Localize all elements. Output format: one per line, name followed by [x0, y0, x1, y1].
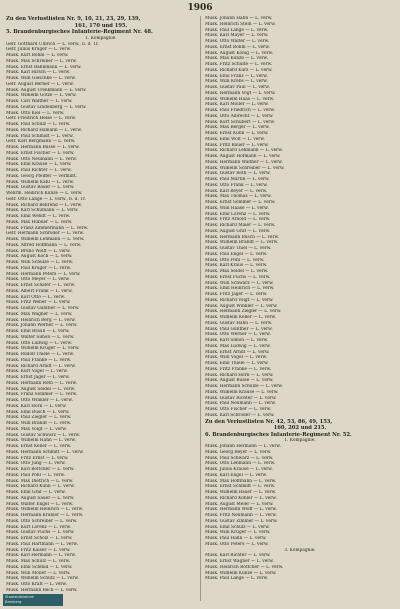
- list-entry: Musk. Paul Ziegler — L. verw.: [6, 415, 72, 421]
- list-entry: Musk. Willi Gieschke — L. verw.: [6, 76, 76, 82]
- stamp-line-1: Staatsbibliothek: [5, 595, 35, 599]
- list-entry: Musk. August Meier — L. verw.: [205, 501, 274, 507]
- list-entry: Musk. Ernst Schmidt — L. verw.: [205, 484, 276, 490]
- list-entry: Musk. Gustav Günther — L. verw.: [6, 306, 80, 312]
- list-entry: Musk. Karl Simon — L. verw.: [205, 338, 269, 343]
- list-entry: Musk. Hermann Schulze — L. verw.: [205, 384, 283, 389]
- list-entry: Musk. Wilhelm Heinrich — L. verw.: [6, 507, 84, 513]
- list-entry: Musk. Hermann Walther — L. verw.: [205, 159, 283, 165]
- list-entry: Musk. Paul Hahn — L. verw.: [205, 536, 267, 542]
- list-entry: Musk. Richard Arndt — L. verw.: [6, 363, 76, 369]
- list-entry: Musk. Walter Simon — L. verw.: [6, 334, 75, 340]
- list-entry: Musk. Otto Lehmann — L. verw.: [205, 461, 276, 467]
- list-entry: Musk. Richard Behrend — L. verw.: [6, 202, 82, 208]
- list-entry: Musk. Paul Hartmann — L. verw.: [6, 541, 78, 547]
- list-entry: Musk. Wilhelm Haas — L. verw.: [205, 96, 275, 102]
- list-entry: Musk. Max Berger — L. verw.: [205, 125, 270, 131]
- section-heading: Zu den Verlustlisten Nr. 42, 53, 86, 49, 153,: [205, 418, 333, 425]
- list-entry: Gefr. Julius Krüger — L. verw.: [6, 47, 72, 53]
- list-entry: Musk. Paul Neumann — L. verw.: [205, 401, 276, 407]
- list-entry: Musk. Hermann Wolff — L. verw.: [205, 507, 277, 513]
- section-heading: 5. Brandenburgisches Infanterie-Regiment Nr. 48.: [6, 29, 153, 36]
- list-entry: Musk. August Sauer — L. verw.: [6, 495, 75, 501]
- list-entry: Musk. Otto Neumann — L. verw.: [6, 156, 78, 162]
- list-entry: Musk. Wilhelm Kunze — L. verw.: [205, 570, 277, 576]
- list-entry: Musk. Karl Schröder — L. verw.: [205, 412, 275, 418]
- list-entry: Musk. Otto Werner — L. verw.: [205, 332, 271, 338]
- list-entry: Musk. Emil Braun — L. verw.: [6, 329, 70, 335]
- list-entry: Musk. Richard Hamann — L. verw.: [6, 127, 82, 133]
- list-entry: Musk. August Seidel — L. verw.: [6, 386, 76, 392]
- list-entry: Musk. August Graf — L. verw.: [205, 228, 271, 234]
- list-entry: Musk. Ernst Schäfer — L. verw.: [6, 283, 76, 289]
- list-entry: Musk. Fritz Schulte — L. verw.: [205, 62, 273, 67]
- list-entry: Musk. Karl Otto — L. verw.: [6, 294, 66, 300]
- list-entry: Musk. Ernst Keller — L. verw.: [6, 444, 72, 450]
- list-entry: Musk. Carl Walther — L. verw.: [6, 99, 73, 105]
- list-entry: Musk. Paul Günther — L. verw.: [205, 326, 273, 332]
- list-entry: Musk. Willi Krebs — L. verw.: [205, 79, 268, 85]
- list-entry: Musk. Paul Pohl — L. verw.: [6, 472, 66, 478]
- list-entry: Musk. Richard Kurz — L. verw.: [205, 67, 273, 73]
- list-entry: Gefr. Friedrich Heise — L. verw.: [6, 116, 77, 122]
- list-entry: Musk. Ernst Bahnmann — L. verw.: [6, 64, 82, 70]
- list-entry: Musk. Richard Köhler — L. verw.: [205, 495, 277, 501]
- list-entry: Musk. Karl Hirsch — L. verw.: [6, 70, 70, 76]
- list-entry: Musk. Otto Walter — L. verw.: [205, 39, 270, 44]
- list-entry: Musk. Walter Engel — L. verw.: [6, 501, 74, 507]
- list-entry: Musk. Wilhelm Krüger — L. verw.: [6, 346, 80, 352]
- list-entry: Musk. Karl Schumann — L. verw.: [6, 208, 79, 214]
- list-entry: Musk. Willi Möller — L. verw.: [6, 570, 71, 576]
- list-entry: Musk. Paul Schmidt — L. verw.: [6, 133, 74, 139]
- list-entry: Musk. Emil Wolf — L. verw.: [205, 136, 265, 142]
- list-entry: Musk. Wilhelm Hahn — L. verw.: [6, 438, 76, 444]
- list-entry: Musk. Hermann Beck — L. verw.: [6, 587, 78, 593]
- list-entry: Musk. Emil Wendt — L. verw.: [6, 214, 71, 220]
- list-entry: Musk. Karl Mayer — L. verw.: [205, 33, 269, 39]
- list-entry: Musk. Kurt Lorenz — L. verw.: [6, 524, 71, 530]
- list-entry: Musk. Julius Krause — L. verw.: [205, 467, 273, 473]
- list-entry: Musk. August Trenkmann — L. verw.: [6, 87, 87, 93]
- list-entry: Musk. Otto Winkler — L. verw.: [6, 398, 73, 404]
- list-entry: Musk. Alfred Hoffmann — L. verw.: [6, 242, 82, 248]
- list-entry: Musk. August Koch — L. verw.: [6, 254, 73, 260]
- list-entry: Musk. Albert Frank — L. verw.: [6, 288, 73, 294]
- list-entry: Musk. Wilhelm Keller — L. verw.: [205, 315, 277, 320]
- list-entry: Musk. Wilhelm Schütz — L. verw.: [6, 576, 79, 582]
- list-entry: 1. Kompagnie.: [284, 438, 316, 444]
- list-entry: Musk. Gustav Lindenberg — L. verw.: [6, 104, 87, 110]
- section-heading: Zu den Verlustlisten Nr. 9, 10, 21, 23, 29, 139,: [6, 16, 141, 22]
- list-entry: Musk. August Hofmann — L. verw.: [205, 154, 281, 159]
- list-entry: Musk. Otto Jung — L. verw.: [6, 461, 66, 467]
- list-entry: Musk. Ernst Wagner — L. verw.: [205, 559, 274, 565]
- list-entry: Musk. Paul Friedrich — L. verw.: [205, 108, 275, 113]
- list-entry: Musk. Karl Kraus — L. verw.: [205, 263, 268, 269]
- section-heading: 161, 170 und 195.: [74, 22, 128, 29]
- list-entry: Musk. Gustav Bauer — L. verw.: [6, 185, 75, 191]
- list-entry: Musk. Emil Lorenz — L. verw.: [205, 211, 271, 217]
- list-entry: Musk. Otto Kiel — L. verw.: [6, 110, 65, 116]
- list-entry: Musk. Emil Thiele — L. verw.: [205, 361, 269, 366]
- list-entry: Wehrm. Heinrich Kunze — L. verw.: [6, 191, 83, 197]
- list-entry: Musk. Emil Schmid — L. verw.: [6, 564, 73, 570]
- list-entry: Musk. Paul Engel — L. verw.: [205, 251, 268, 257]
- list-entry: Musk. Otto Ludwig — L. verw.: [6, 340, 72, 346]
- list-entry: Musk. August Winkler — L. verw.: [205, 303, 278, 309]
- list-entry: Musk. Hermann Busch — L. verw.: [205, 234, 280, 240]
- list-entry: Musk. Richard Lehmann — L. verw.: [205, 148, 283, 154]
- list-entry: Musk. Max Dietrich — L. verw.: [6, 478, 74, 484]
- list-entry: Musk. Ernst Kuhn — L. verw.: [205, 131, 269, 136]
- list-entry: Musk. Fritz Bauer — L. verw.: [205, 142, 269, 148]
- list-entry: Musk. Wilhelm Kahl — L. verw.: [6, 179, 75, 185]
- section-heading: 160, 202 und 215.: [273, 425, 327, 432]
- list-entry: Musk. Willi Haase — L. verw.: [205, 205, 269, 211]
- list-entry: Musk. Rudolf Thiele — L. verw.: [6, 352, 75, 358]
- list-entry: Musk. Paul Schwarz — L. verw.: [205, 455, 274, 461]
- list-entry: Musk. Emil Krause — L. verw.: [6, 162, 72, 168]
- list-entry: Musk. Richard Maier — L. verw.: [205, 223, 276, 228]
- list-entry: Musk. Max Hoffmann — L. verw.: [205, 478, 277, 484]
- list-entry: Musk. Hermann Krämer — L. verw.: [6, 513, 84, 519]
- list-entry: Musk. Fritz Franke — L. verw.: [205, 366, 272, 372]
- list-entry: Musk. Fritz Jäger — L. verw.: [205, 292, 268, 297]
- list-entry: Musk. Wilhelm Brandt — L. verw.: [205, 240, 279, 246]
- list-entry: 3. Kompagnie.: [284, 547, 316, 553]
- list-entry: Musk. Max Schreiber — L. verw.: [6, 58, 78, 64]
- list-entry: Musk. Max Kunze — L. verw.: [205, 56, 269, 62]
- list-entry: Musk. Kurt Vogel — L. verw.: [6, 369, 68, 375]
- list-entry: Musk. Hermann Busse — L. verw.: [6, 145, 80, 151]
- list-entry: Musk. August König — L. verw.: [205, 50, 274, 56]
- list-entry: Musk. Paul Martin — L. verw.: [205, 177, 270, 182]
- list-entry: Musk. Otto Albrecht — L. verw.: [205, 113, 274, 119]
- list-entry: Musk. Wilhelm Schreiber — L. verw.: [205, 165, 285, 171]
- list-entry: Gefr. Otto Lange — L. verw., b. d. Tr.: [6, 196, 86, 202]
- list-entry: Musk. Otto Schreiber — L. verw.: [6, 518, 78, 524]
- list-entry: Musk. Gustav Zimmer — L. verw.: [205, 518, 278, 524]
- list-entry: Musk. Fritz Weber — L. verw.: [6, 300, 71, 306]
- list-entry: Musk. Ernst Fischer — L. verw.: [6, 150, 75, 156]
- list-entry: Musk. Hermann Schmitt — L. verw.: [6, 449, 84, 455]
- list-entry: Musk. Emil Franz — L. verw.: [205, 73, 268, 79]
- list-entry: Musk. Paul Lange — L. verw.: [205, 27, 269, 33]
- list-entry: Musk. Karl Böttcher — L. verw.: [6, 467, 75, 473]
- list-entry: Musk. Heinrich Berg — L. verw.: [6, 317, 76, 323]
- list-entry: Musk. Gustav Roth — L. verw.: [205, 171, 271, 177]
- list-entry: Musk. Karl Beyer — L. verw.: [205, 188, 268, 194]
- list-entry: Musk. Max Hübner — L. verw.: [6, 219, 73, 225]
- list-entry: Musk. Max Ludwig — L. verw.: [205, 343, 271, 349]
- list-entry: Musk. Ernst Arndt — L. verw.: [205, 349, 270, 355]
- list-entry: Musk. Kurt Schubert — L. verw.: [205, 119, 275, 125]
- list-entry: Musk. Emil Schulz — L. verw.: [205, 524, 270, 530]
- list-entry: Musk. Gustav Fuchs — L. verw.: [6, 530, 75, 536]
- list-entry: Musk. Emil Busch — L. verw.: [6, 409, 70, 415]
- list-entry: Musk. Ernst Böhm — L. verw.: [205, 44, 270, 50]
- list-entry: Musk. Franz Sommer — L. verw.: [6, 392, 78, 398]
- list-entry: Musk. Otto Pohl — L. verw.: [205, 257, 265, 263]
- list-entry: Musk. Willi Krüger — L. verw.: [205, 530, 271, 536]
- list-entry: Musk. Hermann Vogt — L. verw.: [205, 90, 276, 96]
- list-entry: Musk. Franz Zimmermann — L. verw.: [6, 225, 89, 231]
- list-entry: Musk. Richard Kühn — L. verw.: [6, 484, 75, 490]
- list-entry: Musk. Gustav Hahn — L. verw.: [205, 320, 273, 326]
- library-stamp: [3, 594, 63, 606]
- list-entry: Musk. Gustav Richter — L. verw.: [205, 395, 277, 401]
- list-entry: Musk. Paul Krüger — L. verw.: [6, 265, 72, 271]
- column-divider: [200, 16, 201, 601]
- list-entry: 1. Kompagnie.: [85, 35, 117, 41]
- list-entry: Musk. Hermann Ziegler — L. verw.: [205, 309, 282, 315]
- list-entry: Musk. Wilhelm Krause — L. verw.: [205, 389, 279, 395]
- section-heading: 6. Brandenburgisches Infanterie-Regiment Nr. 52.: [205, 431, 352, 438]
- right-column: [205, 16, 395, 582]
- list-entry: Musk. August Busse — L. verw.: [205, 378, 274, 384]
- list-entry: Musk. Paul Richter — L. verw.: [6, 168, 72, 174]
- left-column: [6, 16, 196, 594]
- list-entry: Musk. Gustav Schwarz — L. verw.: [6, 432, 81, 438]
- list-entry: Musk. Wilhelm Lehmann — L. verw.: [6, 237, 85, 243]
- list-entry: Musk. Fritz Ernst — L. verw.: [6, 455, 69, 461]
- list-entry: Musk. Otto Meyer — L. verw.: [6, 277, 70, 283]
- list-entry: Musk. Emil Heinrich — L. verw.: [205, 286, 275, 292]
- list-entry: Musk. Wilhelm Bauer — L. verw.: [205, 490, 277, 496]
- list-entry: Musk. Paul Schulz — L. verw.: [6, 122, 71, 128]
- list-entry: Musk. Johann Hermann — L. verw.: [205, 444, 281, 450]
- list-entry: Musk. Ernst Scholz — L. verw.: [6, 536, 73, 542]
- list-entry: Musk. Gustav Thiel — L. verw.: [205, 246, 272, 251]
- list-entry: Musk. Richard Horn — L. verw.: [205, 372, 274, 378]
- list-entry: Musk. Max Voigt — L. verw.: [6, 426, 67, 432]
- list-entry: Gefr. Karl Bergmann — L. verw.: [6, 139, 76, 145]
- list-entry: Musk. Gustav Paul — L. verw.: [205, 85, 270, 90]
- list-entry: Musk. Fritz Neumann — L. verw.: [205, 513, 277, 519]
- list-entry: Musk. Heinrich Böttcher — L. verw.: [205, 564, 284, 570]
- list-entry: Musk. Otto Frank — L. verw.: [205, 182, 268, 188]
- list-entry: Musk. Paul Lange — L. verw.: [205, 576, 269, 582]
- list-entry: Musk. Heinrich Stein — L. verw.: [205, 21, 276, 27]
- list-entry: Musk. Karl Engel — L. verw.: [205, 472, 268, 478]
- list-entry: Musk. Karl Horn — L. verw.: [6, 403, 67, 409]
- list-entry: Musk. Willi Schwarz — L. verw.: [205, 280, 274, 286]
- list-entry: Musk. Otto Peters — L. verw.: [205, 541, 269, 547]
- list-entry: Musk. Hermann Peters — L. verw.: [6, 271, 81, 277]
- list-entry: Musk. Ernst Fuchs — L. verw.: [205, 274, 271, 280]
- list-entry: Musk. Fritz Kaiser — L. verw.: [6, 547, 71, 553]
- list-entry: Musk. Richard Voigt — L. verw.: [205, 297, 274, 303]
- list-entry: Musk. Emil Graf — L. verw.: [6, 490, 66, 496]
- list-entry: Musk. Karl Hermann — L. verw.: [6, 553, 76, 559]
- list-entry: Musk. Ernst Jäger — L. verw.: [6, 375, 70, 381]
- list-entry: Musk. Georg Pfeiffer — vermißt.: [6, 173, 77, 179]
- list-entry: Gefr. Hermann Schröder — L. verw.: [6, 231, 85, 237]
- list-entry: Musk. Karl Richter — L. verw.: [205, 553, 271, 559]
- list-entry: Musk. Willi Vogel — L. verw.: [205, 355, 268, 361]
- list-entry: Musk. Georg Beyer — L. verw.: [205, 449, 272, 455]
- list-entry: Gefr. August Berner — L. verw.: [6, 81, 74, 87]
- page-number: 1906: [187, 3, 213, 13]
- list-entry: Musk. Otto Fischer — L. verw.: [205, 407, 272, 412]
- stamp-line-2: Bamberg: [5, 599, 22, 604]
- list-entry: Gefr. Gotthard Ulbrich — L. verw., b. d. Tr.: [6, 41, 99, 47]
- list-entry: Musk. Fritz Arnold — L. verw.: [205, 217, 271, 223]
- list-entry: Musk. Max Wagner — L. verw.: [6, 311, 73, 317]
- list-entry: Musk. Johann Werner — L. verw.: [6, 323, 78, 329]
- list-entry: Musk. Johann Hahn — L. verw.: [205, 16, 273, 21]
- list-entry: Musk. Willi Schulze — L. verw.: [6, 260, 74, 266]
- list-entry: Musk. Willi Brandt — L. verw.: [6, 421, 72, 427]
- list-entry: Musk. Max Schulz — L. verw.: [6, 559, 71, 565]
- list-entry: Musk. Wilhelm Götze — L. verw.: [6, 93, 77, 99]
- list-entry: Musk. Kurt Böhm — L. verw.: [6, 53, 69, 59]
- list-entry: Musk. Bruno Wolff — L. verw.: [6, 248, 71, 254]
- list-entry: Musk. Ernst Sommer — L. verw.: [205, 200, 276, 205]
- list-entry: Musk. Max Thomas — L. verw.: [205, 194, 272, 200]
- list-entry: Musk. Paul Franke — L. verw.: [6, 357, 72, 363]
- list-entry: Musk. Hermann Roth — L. verw.: [6, 380, 78, 386]
- list-entry: Musk. Karl Möller — L. verw.: [205, 102, 269, 108]
- list-entry: Musk. Max Seidel — L. verw.: [205, 269, 269, 274]
- list-entry: Musk. Otto Kraft — L. verw.: [6, 582, 67, 588]
